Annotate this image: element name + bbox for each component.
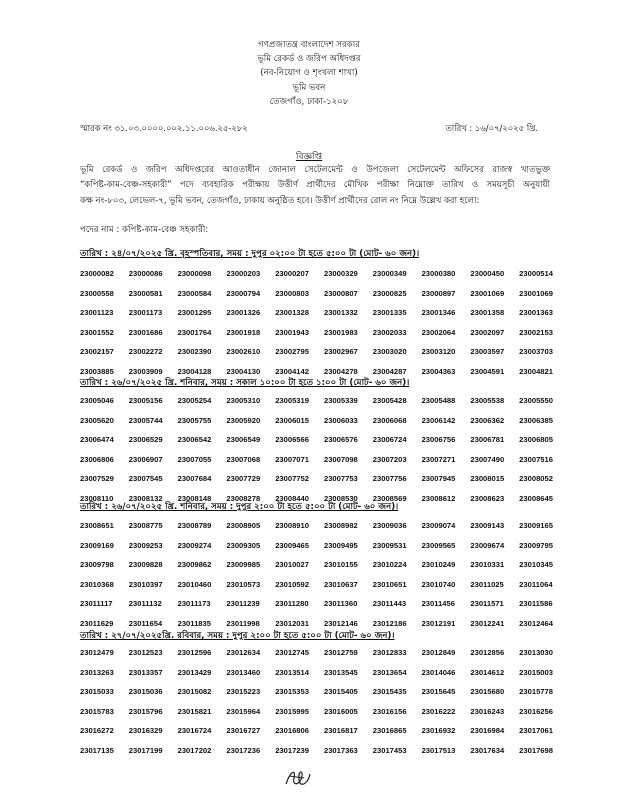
roll-number-cell: 23009674 xyxy=(470,540,505,550)
roll-number-cell: 23004363 xyxy=(421,366,456,376)
roll-number-cell: 23005550 xyxy=(519,396,553,406)
roll-number-cell: 23007729 xyxy=(226,474,261,484)
roll-table xyxy=(80,391,568,508)
roll-number-cell: 23000207 xyxy=(275,269,309,279)
roll-number-cell: 23011629 xyxy=(80,618,114,628)
session-title: তারিখ : ২৭/০৭/২০২৫খ্রি. রবিবার, সময় : দুপুর ২:০০ টা হতে ৫:০০ টা (মোট- ৬০ জন)। xyxy=(80,631,395,641)
roll-number-cell: 23010331 xyxy=(470,560,505,570)
roll-number-cell: 23006142 xyxy=(421,415,456,425)
roll-number-cell: 23009795 xyxy=(519,540,553,550)
roll-number-cell: 23002967 xyxy=(323,347,358,357)
roll-number-cell: 23012186 xyxy=(372,618,407,628)
roll-number-cell: 23000349 xyxy=(372,269,407,279)
header-line-department: ভূমি রেকর্ড ও জরিপ অধিদপ্তর xyxy=(257,54,361,65)
roll-row xyxy=(80,264,568,284)
roll-number-cell: 23017698 xyxy=(519,745,553,755)
roll-number-cell: 23009465 xyxy=(275,540,309,550)
roll-number-cell: 23009305 xyxy=(226,540,261,550)
roll-number-cell: 23008015 xyxy=(470,474,505,484)
roll-number-cell: 23015003 xyxy=(519,667,553,677)
roll-number-cell: 23008148 xyxy=(177,493,212,503)
roll-number-cell: 23006781 xyxy=(470,435,505,445)
roll-number-cell: 23015082 xyxy=(177,687,212,697)
roll-number-cell: 23001686 xyxy=(128,327,163,337)
roll-row xyxy=(80,516,568,536)
roll-number-cell: 23015353 xyxy=(275,687,309,697)
roll-number-cell: 23015036 xyxy=(128,687,163,697)
roll-number-cell: 23016005 xyxy=(323,706,358,716)
roll-number-cell: 23008623 xyxy=(470,493,505,503)
roll-number-cell: 23001943 xyxy=(275,327,309,337)
roll-table-body xyxy=(80,643,568,760)
roll-number-cell: 23006385 xyxy=(519,415,553,425)
roll-row xyxy=(80,450,568,470)
header-line-building: ভূমি ভবন xyxy=(292,82,326,93)
roll-number-cell: 23002272 xyxy=(128,347,163,357)
roll-number-cell: 23007068 xyxy=(226,454,261,464)
roll-table xyxy=(80,516,568,633)
roll-number-cell: 23007516 xyxy=(519,454,553,464)
roll-number-cell: 23015796 xyxy=(128,706,163,716)
post-name: পদের নাম : কপিষ্ট-কাম-বেঞ্চ সহকারী: xyxy=(80,225,209,235)
roll-number-cell: 23001295 xyxy=(177,308,212,318)
header-line-section: (নব-নিয়োগ ও শৃংখলা শাখা) xyxy=(260,68,358,79)
roll-number-cell: 23000807 xyxy=(323,288,358,298)
roll-row xyxy=(80,430,568,450)
roll-row xyxy=(80,663,568,683)
roll-number-cell: 23008612 xyxy=(421,493,456,503)
roll-number-cell: 23011835 xyxy=(177,618,211,628)
roll-number-cell: 23001358 xyxy=(470,308,505,318)
roll-number-cell: 23008132 xyxy=(128,493,163,503)
roll-row xyxy=(80,469,568,489)
roll-table-body xyxy=(80,264,568,381)
roll-number-cell: 23005744 xyxy=(128,415,163,425)
roll-number-cell: 23017199 xyxy=(128,745,163,755)
roll-number-cell: 23017363 xyxy=(323,745,358,755)
roll-number-cell: 23000803 xyxy=(275,288,309,298)
roll-number-cell: 23008110 xyxy=(80,493,114,503)
roll-number-cell: 23009169 xyxy=(80,540,114,550)
roll-number-cell: 23008278 xyxy=(226,493,261,503)
notice-body-line: ভূমি রেকর্ড ও জরিপ অধিদপ্তরের আওতাধীন জোনাল সেটেলমেন্ট ও উপজেলা সেটেলমেন্ট অফিসের রাজস্ব খাতভুক্ত xyxy=(80,165,550,175)
roll-number-cell: 23015778 xyxy=(519,687,553,697)
roll-number-cell: 23006033 xyxy=(323,415,358,425)
roll-number-cell: 23003597 xyxy=(470,347,505,357)
roll-number-cell: 23002153 xyxy=(519,327,553,337)
roll-number-cell: 23001346 xyxy=(421,308,456,318)
roll-number-cell: 23010224 xyxy=(372,560,407,570)
roll-number-cell: 23009495 xyxy=(323,540,358,550)
roll-number-cell: 23007684 xyxy=(177,474,212,484)
roll-number-cell: 23008052 xyxy=(519,474,553,484)
session-title: তারিখ : ২৬/০৭/২০২৫ খ্রি. শনিবার, সময় : দুপুর ২:০০ টা হতে ৫:০০ টা (মোট- ৬০ জন)। xyxy=(80,502,399,512)
roll-number-cell: 23012849 xyxy=(421,648,456,658)
roll-number-cell: 23017061 xyxy=(519,726,553,736)
roll-row xyxy=(80,702,568,722)
roll-row xyxy=(80,721,568,741)
roll-number-cell: 23011117 xyxy=(80,599,113,609)
roll-number-cell: 23012241 xyxy=(470,618,505,628)
roll-number-cell: 23012031 xyxy=(275,618,309,628)
roll-number-cell: 23008530 xyxy=(323,493,358,503)
roll-number-cell: 23002097 xyxy=(470,327,505,337)
roll-number-cell: 23000329 xyxy=(323,269,358,279)
roll-number-cell: 23002795 xyxy=(275,347,309,357)
roll-number-cell: 23010740 xyxy=(421,579,456,589)
roll-number-cell: 23016984 xyxy=(470,726,505,736)
roll-number-cell: 23011360 xyxy=(323,599,358,609)
roll-number-cell: 23002064 xyxy=(421,327,456,337)
roll-number-cell: 23000086 xyxy=(128,269,163,279)
roll-number-cell: 23012596 xyxy=(177,648,212,658)
roll-number-cell: 23008645 xyxy=(519,493,553,503)
roll-row xyxy=(80,682,568,702)
roll-number-cell: 23009531 xyxy=(372,540,407,550)
roll-number-cell: 23016256 xyxy=(519,706,553,716)
roll-number-cell: 23016329 xyxy=(128,726,163,736)
roll-number-cell: 23009798 xyxy=(80,560,114,570)
roll-number-cell: 23007271 xyxy=(421,454,456,464)
roll-number-cell: 23009828 xyxy=(128,560,163,570)
office-header xyxy=(0,38,618,109)
roll-number-cell: 23010460 xyxy=(177,579,212,589)
roll-number-cell: 23000082 xyxy=(80,269,114,279)
roll-number-cell: 23000558 xyxy=(80,288,114,298)
roll-number-cell: 23000098 xyxy=(177,269,212,279)
roll-number-cell: 23011132 xyxy=(128,599,162,609)
roll-number-cell: 23010637 xyxy=(323,579,358,589)
roll-number-cell: 23011654 xyxy=(128,618,163,628)
roll-number-cell: 23007945 xyxy=(421,474,456,484)
session-title: তারিখ : ২৪/০৭/২০২৫ খ্রি. বৃহস্পতিবার, সময় : দুপুর ০২:০০ টা হতে ৫:০০ টা (মোট- ৬০ জন)। xyxy=(80,249,420,259)
roll-number-cell: 23007098 xyxy=(323,454,358,464)
roll-number-cell: 23001918 xyxy=(226,327,261,337)
roll-number-cell: 23017239 xyxy=(275,745,309,755)
notice-body-line: কক্ষ নং-৮০৩, লেভেল-৭, ভূমি ভবন, তেজগাঁও, ঢাকায় অনুষ্ঠিত হবে। উত্তীর্ণ প্রার্থীদের রোল নং নিম্নে উল্লেখ করা হলো: xyxy=(80,195,480,206)
roll-number-cell: 23000450 xyxy=(470,269,505,279)
roll-number-cell: 23006549 xyxy=(226,435,261,445)
roll-number-cell: 23009074 xyxy=(421,521,456,531)
roll-row xyxy=(80,323,568,343)
roll-number-cell: 23000514 xyxy=(519,269,553,279)
roll-number-cell: 23015033 xyxy=(80,687,114,697)
roll-number-cell: 23007545 xyxy=(128,474,163,484)
roll-number-cell: 23015964 xyxy=(226,706,261,716)
roll-number-cell: 23005620 xyxy=(80,415,114,425)
roll-number-cell: 23010592 xyxy=(275,579,309,589)
roll-row xyxy=(80,303,568,323)
header-line-address: তেজগাঁও, ঢাকা-১২০৮ xyxy=(269,96,349,107)
roll-number-cell: 23001328 xyxy=(275,308,309,318)
roll-number-cell: 23012191 xyxy=(421,618,456,628)
roll-number-cell: 23004821 xyxy=(519,366,553,376)
roll-row xyxy=(80,284,568,304)
roll-number-cell: 23012634 xyxy=(226,648,261,658)
roll-number-cell: 23012759 xyxy=(323,648,358,658)
roll-number-cell: 23002157 xyxy=(80,347,114,357)
roll-number-cell: 23006805 xyxy=(519,435,553,445)
roll-table-body xyxy=(80,516,568,633)
roll-number-cell: 23000380 xyxy=(421,269,456,279)
roll-number-cell: 23017202 xyxy=(177,745,212,755)
roll-number-cell: 23001069 xyxy=(519,288,553,298)
roll-number-cell: 23001173 xyxy=(128,308,163,318)
roll-number-cell: 23001983 xyxy=(323,327,358,337)
roll-number-cell: 23001335 xyxy=(372,308,407,318)
roll-number-cell: 23003020 xyxy=(372,347,407,357)
roll-number-cell: 23001123 xyxy=(80,308,114,318)
roll-number-cell: 23013263 xyxy=(80,667,114,677)
roll-number-cell: 23005339 xyxy=(323,396,358,406)
roll-number-cell: 23008775 xyxy=(128,521,163,531)
roll-number-cell: 23015435 xyxy=(372,687,407,697)
roll-number-cell: 23013654 xyxy=(372,667,407,677)
roll-number-cell: 23006756 xyxy=(421,435,456,445)
roll-number-cell: 23011998 xyxy=(226,618,260,628)
roll-row xyxy=(80,342,568,362)
roll-number-cell: 23005046 xyxy=(80,396,114,406)
roll-number-cell: 23014046 xyxy=(421,667,456,677)
roll-number-cell: 23011025 xyxy=(470,579,504,589)
notice-body xyxy=(80,163,550,209)
roll-number-cell: 23016806 xyxy=(275,726,309,736)
roll-table xyxy=(80,643,568,760)
roll-number-cell: 23012523 xyxy=(128,648,163,658)
roll-number-cell: 23011586 xyxy=(519,599,553,609)
roll-number-cell: 23013460 xyxy=(226,667,261,677)
roll-number-cell: 23008982 xyxy=(323,521,358,531)
roll-number-cell: 23013545 xyxy=(323,667,358,677)
roll-number-cell: 23012464 xyxy=(519,618,553,628)
roll-number-cell: 23011064 xyxy=(519,579,553,589)
roll-number-cell: 23015821 xyxy=(177,706,212,716)
roll-row xyxy=(80,411,568,431)
roll-number-cell: 23011239 xyxy=(226,599,260,609)
roll-number-cell: 23016222 xyxy=(421,706,456,716)
roll-number-cell: 23013357 xyxy=(128,667,163,677)
roll-number-cell: 23012146 xyxy=(323,618,358,628)
roll-number-cell: 23001764 xyxy=(177,327,212,337)
roll-number-cell: 23003909 xyxy=(128,366,163,376)
roll-number-cell: 23016724 xyxy=(177,726,212,736)
roll-number-cell: 23000581 xyxy=(128,288,163,298)
roll-number-cell: 23010651 xyxy=(372,579,407,589)
roll-number-cell: 23012479 xyxy=(80,648,114,658)
roll-number-cell: 23005310 xyxy=(226,396,261,406)
roll-number-cell: 23008789 xyxy=(177,521,212,531)
roll-number-cell: 23012833 xyxy=(372,648,407,658)
roll-number-cell: 23010397 xyxy=(128,579,163,589)
roll-number-cell: 23010249 xyxy=(421,560,456,570)
roll-row xyxy=(80,594,568,614)
roll-number-cell: 23005254 xyxy=(177,396,212,406)
roll-number-cell: 23013030 xyxy=(519,648,553,658)
roll-number-cell: 23009143 xyxy=(470,521,505,531)
roll-number-cell: 23006362 xyxy=(470,415,505,425)
roll-number-cell: 23012856 xyxy=(470,648,505,658)
roll-number-cell: 23015783 xyxy=(80,706,114,716)
roll-number-cell: 23004130 xyxy=(226,366,261,376)
roll-number-cell: 23016817 xyxy=(323,726,358,736)
roll-number-cell: 23006566 xyxy=(275,435,309,445)
roll-number-cell: 23010155 xyxy=(323,560,358,570)
roll-number-cell: 23009565 xyxy=(421,540,456,550)
roll-number-cell: 23017453 xyxy=(372,745,407,755)
roll-number-cell: 23009253 xyxy=(128,540,163,550)
roll-number-cell: 23007490 xyxy=(470,454,505,464)
roll-number-cell: 23014612 xyxy=(470,667,505,677)
roll-number-cell: 23006068 xyxy=(372,415,407,425)
roll-number-cell: 23016272 xyxy=(80,726,114,736)
roll-number-cell: 23008569 xyxy=(372,493,407,503)
roll-number-cell: 23010573 xyxy=(226,579,261,589)
roll-number-cell: 23003120 xyxy=(421,347,456,357)
roll-number-cell: 23007203 xyxy=(372,454,407,464)
session-title: তারিখ : ২৬/০৭/২০২৫ খ্রি. শনিবার, সময় : সকাল ১০:০০ টা হতে ১:০০ টা (মোট- ৬০ জন)। xyxy=(80,378,410,388)
roll-number-cell: 23011443 xyxy=(372,599,407,609)
roll-number-cell: 23017135 xyxy=(80,745,114,755)
roll-number-cell: 23000825 xyxy=(372,288,407,298)
roll-number-cell: 23016727 xyxy=(226,726,261,736)
memo-row xyxy=(80,122,538,136)
roll-number-cell: 23005538 xyxy=(470,396,505,406)
roll-number-cell: 23006474 xyxy=(80,435,114,445)
roll-number-cell: 23005156 xyxy=(128,396,163,406)
roll-number-cell: 23000584 xyxy=(177,288,212,298)
roll-row xyxy=(80,643,568,663)
roll-number-cell: 23006529 xyxy=(128,435,163,445)
roll-number-cell: 23017236 xyxy=(226,745,261,755)
roll-number-cell: 23001326 xyxy=(226,308,261,318)
header-line-government: গণপ্রজাতন্ত্র বাংলাদেশ সরকার xyxy=(258,40,360,50)
roll-row xyxy=(80,741,568,761)
roll-number-cell: 23015680 xyxy=(470,687,505,697)
roll-number-cell: 23016932 xyxy=(421,726,456,736)
roll-number-cell: 23005920 xyxy=(226,415,261,425)
roll-number-cell: 23010368 xyxy=(80,579,114,589)
roll-number-cell: 23002390 xyxy=(177,347,212,357)
roll-number-cell: 23008651 xyxy=(80,521,114,531)
notice-body-line: “কপিষ্ট-কাম-বেঞ্চ-সহকারী” পদে ব্যবহারিক পরীক্ষায় উত্তীর্ণ প্রার্থীদের মৌখিক পরীক্ষা নিম্নোক্ত তারিখ ও সময়সূচী অনুযায়ী xyxy=(80,180,550,191)
roll-number-cell: 23008440 xyxy=(275,493,309,503)
roll-number-cell: 23005755 xyxy=(177,415,212,425)
roll-number-cell: 23009862 xyxy=(177,560,212,570)
roll-number-cell: 23016156 xyxy=(372,706,407,716)
roll-number-cell: 23009165 xyxy=(519,521,553,531)
roll-number-cell: 23010027 xyxy=(275,560,309,570)
roll-number-cell: 23007756 xyxy=(372,474,407,484)
roll-number-cell: 23011280 xyxy=(275,599,309,609)
roll-number-cell: 23016865 xyxy=(372,726,407,736)
roll-number-cell: 23004287 xyxy=(372,366,407,376)
roll-number-cell: 23001332 xyxy=(323,308,358,318)
roll-number-cell: 23006806 xyxy=(80,454,114,464)
roll-number-cell: 23001069 xyxy=(470,288,505,298)
roll-number-cell: 23017513 xyxy=(421,745,456,755)
roll-number-cell: 23011173 xyxy=(177,599,211,609)
roll-number-cell: 23015995 xyxy=(275,706,309,716)
roll-number-cell: 23001552 xyxy=(80,327,114,337)
signature-mark xyxy=(280,764,316,790)
roll-table xyxy=(80,264,568,381)
roll-number-cell: 23008905 xyxy=(226,521,261,531)
roll-number-cell: 23006724 xyxy=(372,435,407,445)
roll-number-cell: 23007753 xyxy=(323,474,358,484)
roll-number-cell: 23009036 xyxy=(372,521,407,531)
roll-number-cell: 23015645 xyxy=(421,687,456,697)
roll-number-cell: 23004128 xyxy=(177,366,212,376)
roll-number-cell: 23007752 xyxy=(275,474,309,484)
roll-number-cell: 23012745 xyxy=(275,648,309,658)
roll-number-cell: 23016243 xyxy=(470,706,505,716)
roll-number-cell: 23008910 xyxy=(275,521,309,531)
roll-row xyxy=(80,555,568,575)
roll-number-cell: 23009985 xyxy=(226,560,261,570)
roll-number-cell: 23001363 xyxy=(519,308,553,318)
roll-number-cell: 23013514 xyxy=(275,667,309,677)
roll-number-cell: 23017634 xyxy=(470,745,505,755)
roll-number-cell: 23015405 xyxy=(323,687,358,697)
roll-number-cell: 23013429 xyxy=(177,667,212,677)
roll-number-cell: 23002610 xyxy=(226,347,261,357)
roll-number-cell: 23011571 xyxy=(470,599,504,609)
roll-number-cell: 23005488 xyxy=(421,396,456,406)
roll-number-cell: 23007071 xyxy=(275,454,309,464)
roll-number-cell: 23009274 xyxy=(177,540,212,550)
roll-number-cell: 23004278 xyxy=(323,366,358,376)
roll-row xyxy=(80,391,568,411)
roll-number-cell: 23005428 xyxy=(372,396,407,406)
roll-row xyxy=(80,536,568,556)
roll-number-cell: 23004591 xyxy=(470,366,505,376)
roll-row xyxy=(80,575,568,595)
roll-number-cell: 23006015 xyxy=(275,415,309,425)
roll-number-cell: 23000897 xyxy=(421,288,456,298)
memo-reference: স্মারক নং ৩১.০৩.০০০০.০০২.১১.০০৬.২৫-২৮২ xyxy=(80,123,248,133)
roll-number-cell: 23011456 xyxy=(421,599,455,609)
roll-number-cell: 23006907 xyxy=(128,454,163,464)
roll-number-cell: 23004142 xyxy=(275,366,309,376)
roll-number-cell: 23000794 xyxy=(226,288,261,298)
roll-number-cell: 23010345 xyxy=(519,560,553,570)
roll-number-cell: 23007055 xyxy=(177,454,212,464)
roll-number-cell: 23002033 xyxy=(372,327,407,337)
roll-number-cell: 23015223 xyxy=(226,687,261,697)
roll-number-cell: 23005319 xyxy=(275,396,309,406)
roll-number-cell: 23003703 xyxy=(519,347,553,357)
memo-date: তারিখ : ১৬/০৭/২০২৫ খ্রি. xyxy=(445,123,538,133)
roll-number-cell: 23000203 xyxy=(226,269,261,279)
roll-number-cell: 23007529 xyxy=(80,474,114,484)
roll-table-body xyxy=(80,391,568,508)
notice-title: বিজ্ঞপ্তি xyxy=(295,152,323,162)
roll-number-cell: 23006542 xyxy=(177,435,212,445)
roll-number-cell: 23003885 xyxy=(80,366,114,376)
roll-number-cell: 23006576 xyxy=(323,435,358,445)
